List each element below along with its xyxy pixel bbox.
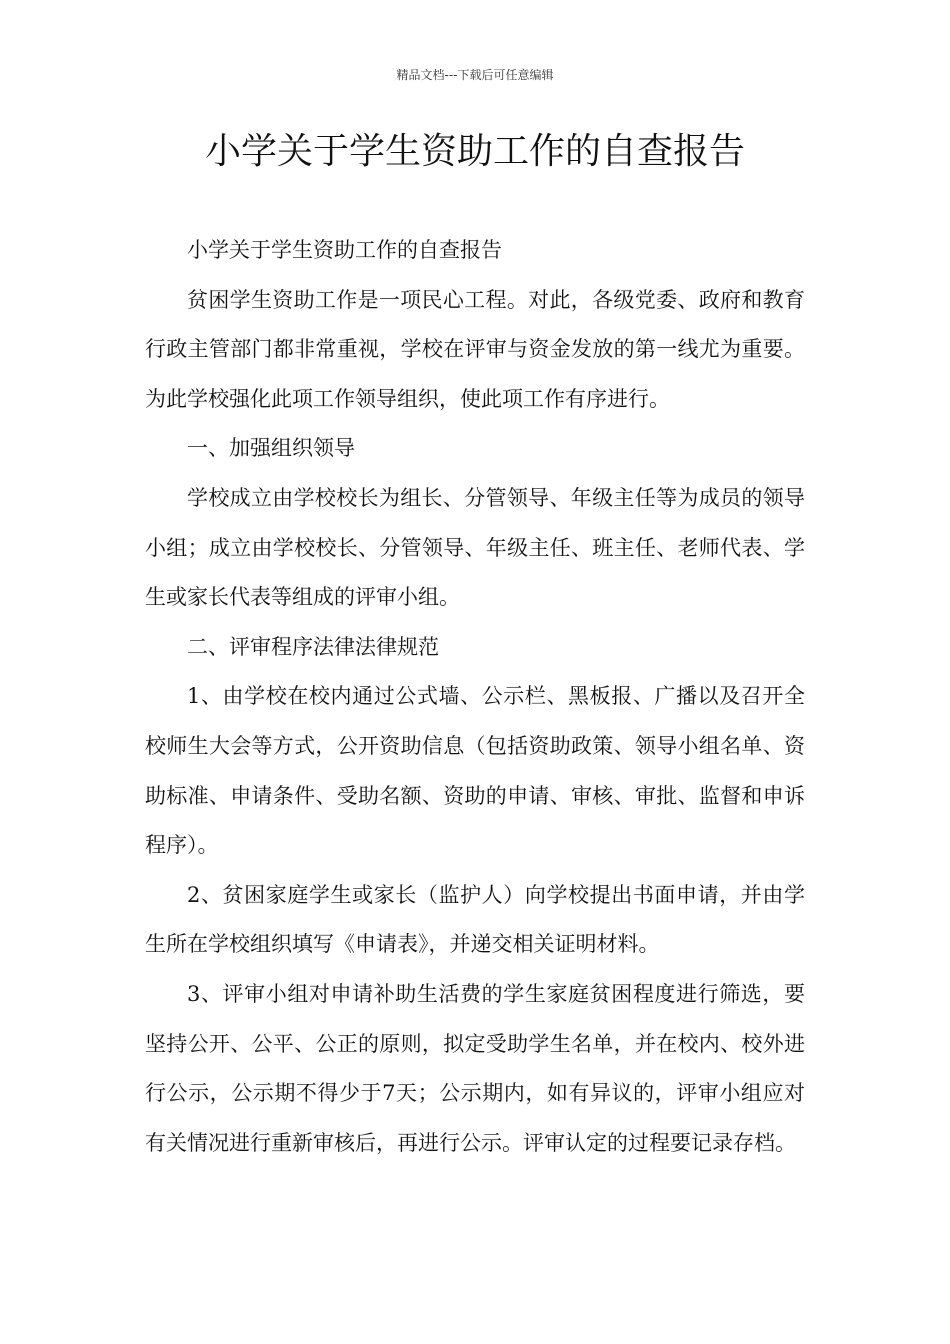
document-title: 小学关于学生资助工作的自查报告: [204, 131, 745, 172]
header-note: 精品文档---下载后可任意编辑: [396, 68, 554, 82]
paragraph-item-1: 1、由学校在校内通过公式墙、公示栏、黑板报、广播以及召开全校师生大会等方式，公开资助信息（包括资助政策、领导小组名单、资助标准、申请条件、受助名额、资助的申请、审核、审批、监督和申诉程序）。: [145, 684, 805, 858]
paragraph-item-3: 3、评审小组对申请补助生活费的学生家庭贫困程度进行筛选，要坚持公开、公平、公正的原则，拟定受助学生名单，并在校内、校外进行公示，公示期不得少于7天；公示期内，如有异议的，评审小组应对有关情况进行重新审核后，再进行公示。评审认定的过程要记录存档。: [145, 981, 805, 1155]
paragraph-item-2: 2、贫困家庭学生或家长（监护人）向学校提出书面申请，并由学生所在学校组织填写《申请表》，并递交相关证明材料。: [145, 882, 805, 957]
section-heading-1: 一、加强组织领导: [187, 436, 355, 461]
paragraph-intro: 贫困学生资助工作是一项民心工程。对此，各级党委、政府和教育行政主管部门都非常重视，学校在评审与资金发放的第一线尤为重要。为此学校强化此项工作领导组织，使此项工作有序进行。: [145, 287, 805, 411]
paragraph-organization: 学校成立由学校校长为组长、分管领导、年级主任等为成员的领导小组；成立由学校校长、分管领导、年级主任、班主任、老师代表、学生或家长代表等组成的评审小组。: [145, 485, 805, 610]
paragraph-subtitle: 小学关于学生资助工作的自查报告: [187, 238, 502, 262]
document-body: [145, 226, 805, 1168]
section-heading-2: 二、评审程序法律法律规范: [187, 634, 439, 659]
